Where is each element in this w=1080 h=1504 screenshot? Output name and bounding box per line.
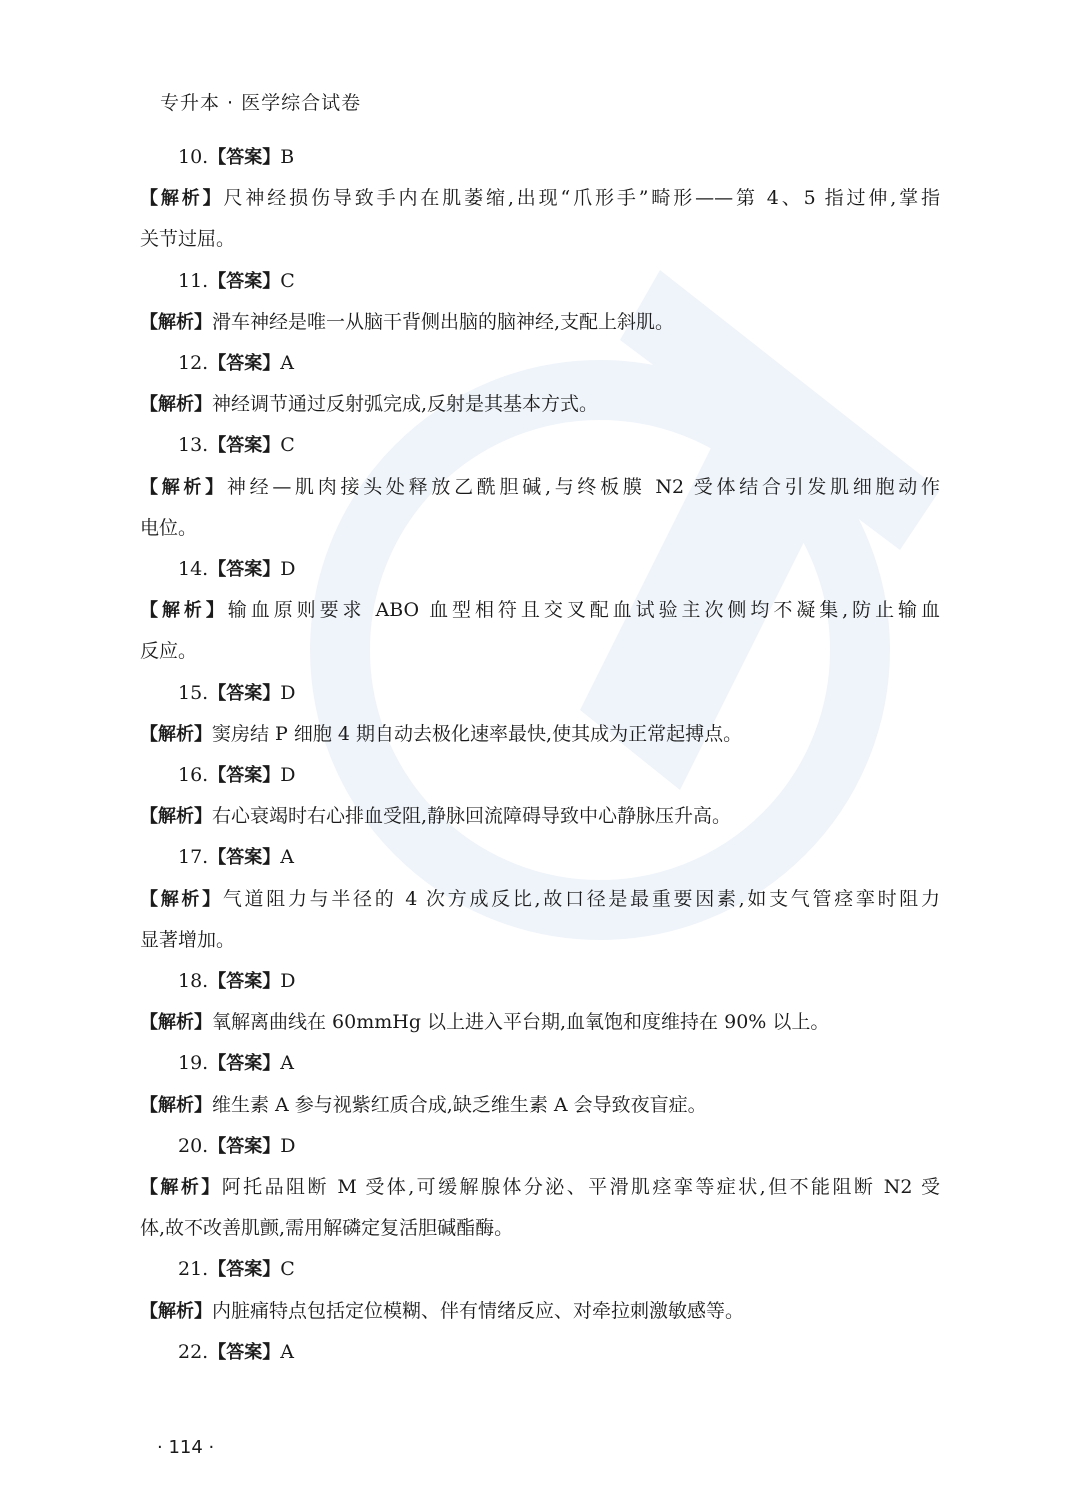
page-header: 专升本 · 医学综合试卷 [160,92,362,114]
explanation-20: 【解析】阿托品阻断 M 受体,可缓解腺体分泌、平滑肌痉挛等症状,但不能阻断 N2 受 [140,1176,940,1199]
answer-14: 14.【答案】D [178,558,296,581]
answer-18: 18.【答案】D [178,970,296,993]
explanation-12: 【解析】神经调节通过反射弧完成,反射是其基本方式。 [140,393,599,416]
answer-13: 13.【答案】C [178,434,295,457]
answer-15: 15.【答案】D [178,681,296,704]
explanation-13-cont: 电位。 [140,516,198,539]
explanation-18: 【解析】氧解离曲线在 60mmHg 以上进入平台期,血氧饱和度维持在 90% 以上。 [140,1011,830,1034]
explanation-17-cont: 显著增加。 [140,928,236,951]
explanation-17: 【解析】气道阻力与半径的 4 次方成反比,故口径是最重要因素,如支气管痉挛时阻力 [140,887,941,910]
explanation-19: 【解析】维生素 A 参与视紫红质合成,缺乏维生素 A 会导致夜盲症。 [140,1093,707,1116]
answer-16: 16.【答案】D [178,764,296,787]
answer-22: 22.【答案】A [178,1340,294,1363]
answer-10: 10.【答案】B [178,146,295,168]
answer-20: 20.【答案】D [178,1134,296,1157]
answer-11: 11.【答案】C [178,269,295,292]
answer-12: 12.【答案】A [178,352,294,375]
explanation-20-cont: 体,故不改善肌颤,需用解磷定复活胆碱酯酶。 [140,1217,514,1240]
explanation-15: 【解析】窦房结 P 细胞 4 期自动去极化速率最快,使其成为正常起搏点。 [140,722,743,745]
explanation-14: 【解析】输血原则要求 ABO 血型相符且交叉配血试验主次侧均不凝集,防止输血 [140,599,940,622]
answer-19: 19.【答案】A [178,1052,294,1075]
page-number: · 114 · [157,1437,215,1458]
answer-21: 21.【答案】C [178,1258,295,1281]
explanation-21: 【解析】内脏痛特点包括定位模糊、伴有情绪反应、对牵拉刺激敏感等。 [140,1299,745,1322]
explanation-16: 【解析】右心衰竭时右心排血受阻,静脉回流障碍导致中心静脉压升高。 [140,805,732,828]
answer-17: 17.【答案】A [178,846,294,869]
explanation-10-cont: 关节过屈。 [140,228,236,251]
explanation-11: 【解析】滑车神经是唯一从脑干背侧出脑的脑神经,支配上斜肌。 [140,310,675,333]
explanation-13: 【解析】神经—肌肉接头处释放乙酰胆碱,与终板膜 N2 受体结合引发肌细胞动作 [140,475,940,498]
explanation-10: 【解析】尺神经损伤导致手内在肌萎缩,出现“爪形手”畸形——第 4、5 指过伸,掌指 [140,187,940,210]
answer-list [140,137,940,1373]
explanation-14-cont: 反应。 [140,640,198,663]
